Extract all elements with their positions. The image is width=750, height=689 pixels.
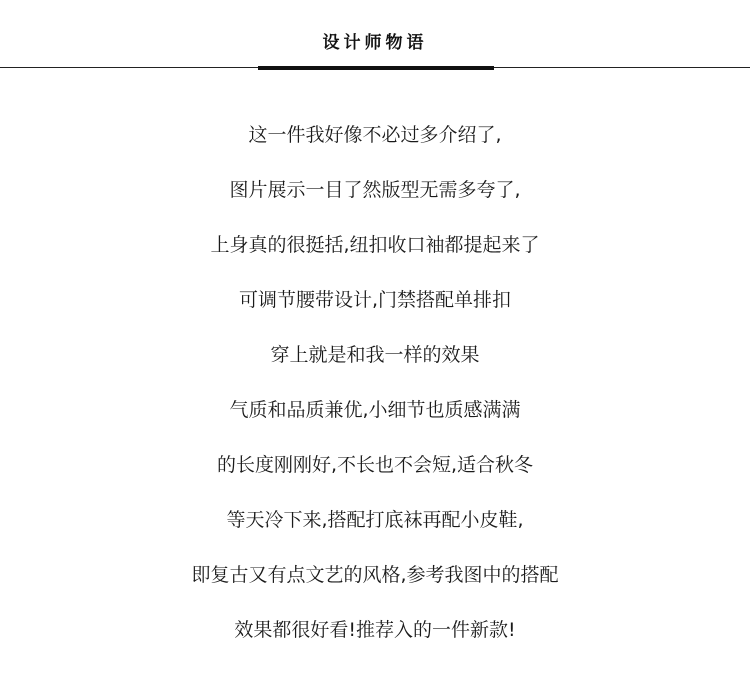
description-line: 气质和品质兼优,小细节也质感满满 (229, 399, 521, 421)
description-text (0, 108, 750, 658)
description-line: 穿上就是和我一样的效果 (270, 344, 480, 366)
description-line: 可调节腰带设计,门禁搭配单排扣 (238, 289, 512, 311)
section-header (0, 0, 750, 72)
description-line: 上身真的很挺括,纽扣收口袖都提起来了 (210, 234, 540, 256)
description-line: 这一件我好像不必过多介绍了, (248, 124, 502, 146)
description-line: 等天冷下来,搭配打底袜再配小皮鞋, (226, 509, 524, 531)
section-title: 设计师物语 (322, 33, 428, 53)
description-line: 即复古又有点文艺的风格,参考我图中的搭配 (191, 564, 559, 586)
description-line: 的长度刚刚好,不长也不会短,适合秋冬 (216, 454, 534, 476)
description-line: 效果都很好看!推荐入的一件新款! (234, 619, 516, 641)
header-divider-accent (258, 66, 494, 70)
description-line: 图片展示一目了然版型无需多夸了, (229, 179, 521, 201)
